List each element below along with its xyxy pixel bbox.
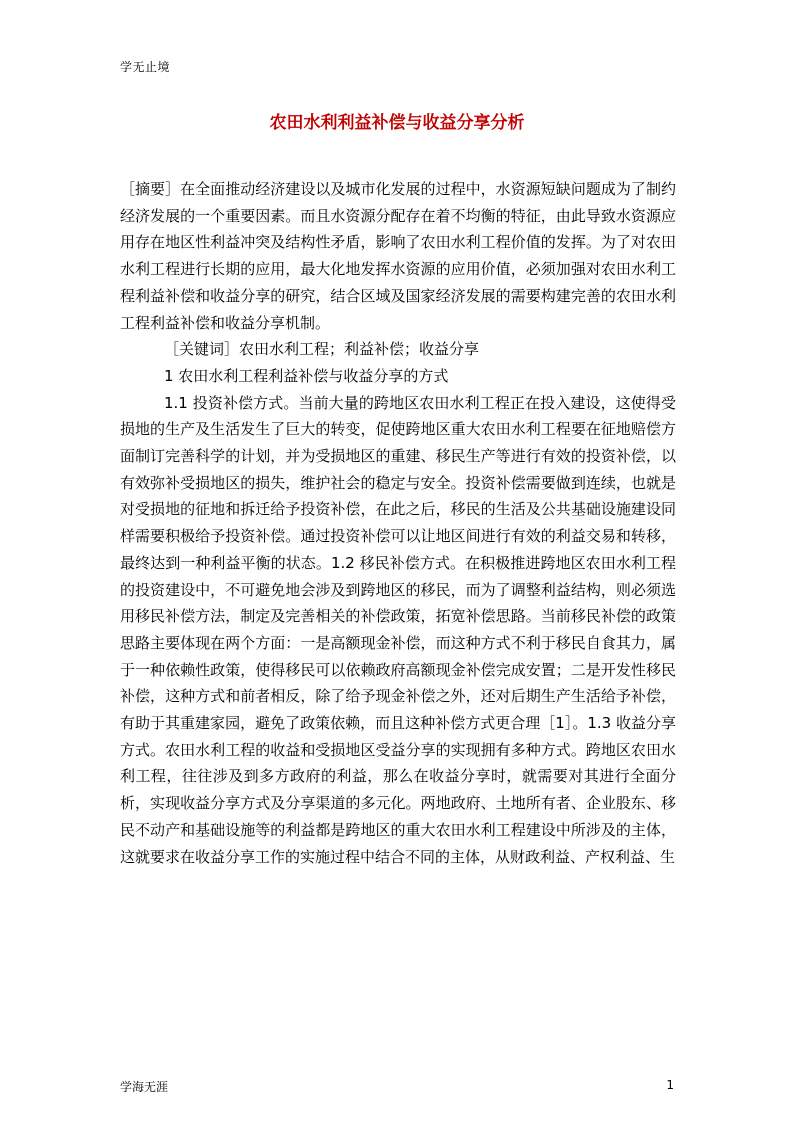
keywords-paragraph: ［关键词］农田水利工程；利益补偿；收益分享	[164, 340, 480, 359]
body-paragraph: 1.1 投资补偿方式。当前大量的跨地区农田水利工程正在投入建设，这使得受损地的生产及生活发生了巨大的转变，促使跨地区重大农田水利工程要在征地赔偿方面制订完善科学的计划，并为受损地区的重建、移民生产等进行有效的投资补偿，以有效弥补受损地区的损失，维护社会的稳定与安全。投资补偿需要做到连续，也就是对受损地的征地和拆迁给予投资补偿，在此之后，移民的生活及公共基础设施建设同样需要积极给予投资补偿。通过投资补偿可以让地区间进行有效的利益交易和转移，最终达到一种利益平衡的状态。1.2 移民补偿方式。在积极推进跨地区农田水利工程的投资建设中，不可避免地会涉及到跨地区的移民，而为了调整利益结构，则必须选用移民补偿方法，制定及完善相关的补偿政策，拓宽补偿思路。当前移民补偿的政策思路主要体现在两个方面：一是高额现金补偿，而这种方式不利于移民自食其力，属于一种依赖性政策，使得移民可以依赖政府高额现金补偿完成安置；二是开发性移民补偿，这种方式和前者相反，除了给予现金补偿之外，还对后期生产生活给予补偿，有助于其重建家园，避免了政策依赖，而且这种补偿方式更合理［1］。1.3 收益分享方式。农田水利工程的收益和受损地区受益分享的实现拥有多种方式。跨地区农田水利工程，往往涉及到多方政府的利益，那么在收益分享时，就需要对其进行全面分析，实现收益分享方式及分享渠道的多元化。两地政府、土地所有者、企业股东、移民不动产和基础设施等的利益都是跨地区的重大农田水利工程建设中所涉及的主体，这就要求在收益分享工作的实施过程中结合不同的主体，从财政利益、产权利益、生	[120, 393, 676, 866]
page-footer: 学海无涯	[120, 1080, 169, 1094]
document-body	[120, 176, 676, 870]
abstract-paragraph: ［摘要］在全面推动经济建设以及城市化发展的过程中，水资源短缺问题成为了制约经济发展的一个重要因素。而且水资源分配存在着不均衡的特征，由此导致水资源应用存在地区性利益冲突及结构性矛盾，影响了农田水利工程价值的发挥。为了对农田水利工程进行长期的应用，最大化地发挥水资源的应用价值，必须加强对农田水利工程利益补偿和收益分享的研究，结合区域及国家经济发展的需要构建完善的农田水利工程利益补偿和收益分享机制。	[120, 180, 676, 332]
section-heading: 1 农田水利工程利益补偿与收益分享的方式	[164, 366, 449, 385]
page-header: 学无止境	[120, 60, 171, 74]
page-number: 1	[666, 1078, 674, 1092]
document-title: 农田水利利益补偿与收益分享分析	[269, 113, 525, 133]
